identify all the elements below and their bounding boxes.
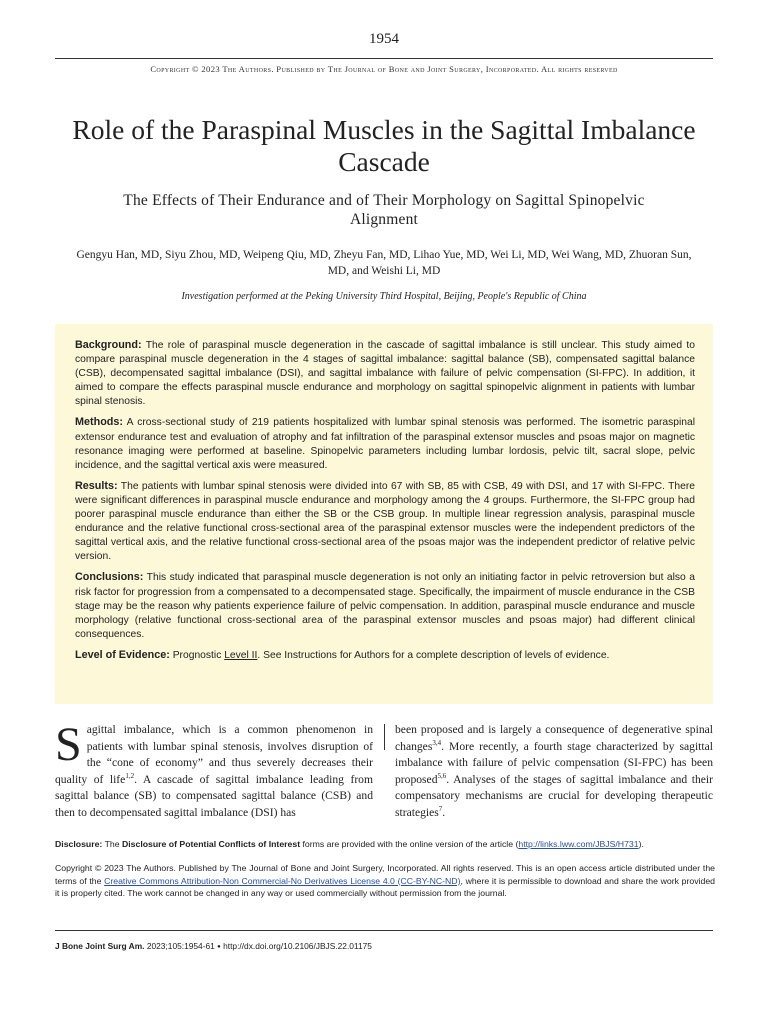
citation-ref[interactable]: 3,4	[432, 738, 442, 747]
results-text: The patients with lumbar spinal stenosis were divided into 67 with SB, 85 with CSB, 49 with DSI, and 17 with SI-FPC. There were significant differences in paraspinal muscle endurance and morphology among the 4 groups. Furthermore, the SI-FPC group had poorer paraspinal muscle endurance than either the SB or the CSB group. In multiple linear regression analysis, paraspinal muscle endurance and the relative functional cross-sectional area of the paraspinal extensor muscles were the independent predictors of the sagittal vertical axis, and the relative functional cross-sectional area of the psoas major was the independent predictor of relative pelvic version.	[75, 480, 695, 563]
conclusions-label: Conclusions:	[75, 571, 144, 584]
body-right-text-c: . Analyses of the stages of sagittal imbalance and their compensatory mechanisms are crucial for developing therapeutic strategies	[395, 772, 713, 819]
license-note	[55, 862, 715, 900]
license-pre: Copyright © 2023 The Authors. Published by The Journal of Bone and Joint Surgery, Incorporated. All rights reserved. This is an open access article distributed under the terms of the	[55, 863, 715, 886]
author-list: Gengyu Han, MD, Siyu Zhou, MD, Weipeng Qiu, MD, Zheyu Fan, MD, Lihao Yue, MD, Wei Li, MD, Wei Wang, MD, Zhuoran Sun, MD, and Weishi Li, MD	[76, 249, 692, 277]
citation-ref[interactable]: 7	[438, 805, 443, 814]
abstract-level-of-evidence	[75, 648, 695, 663]
background-text: The role of paraspinal muscle degeneration in the cascade of sagittal imbalance is still unclear. This study aimed to compare paraspinal muscle degeneration in the 4 stages of sagittal imbalance: sagittal balance (SB), compensated sagittal balance (CSB), decompensated sagittal imbalance (DSI), and sagittal imbalance with failure of pelvic compensation (SI-FPC). In addition, it aimed to compare the effects paraspinal muscle endurance and morphology on sagittal spinopelvic alignment in patients with lumbar spinal stenosis.	[75, 340, 695, 408]
disclosure-label: Disclosure:	[55, 839, 103, 849]
body-left-text-b: . A cascade of sagittal imbalance leading from sagittal balance (SB) to compensated sagittal balance (CSB) and then to decompensated sagittal imbalance (DSI) has	[55, 772, 374, 819]
footer-citation	[55, 941, 715, 951]
conclusions-text: This study indicated that paraspinal muscle degeneration is not only an initiating factor in pelvic retroversion but also a risk factor for progression from a compensated to a decompensated stage. Specifically, the impairment of muscle endurance in the CSB stage may be the reason why patients experience failure of pelvic compensation. In addition, paraspinal muscle endurance and muscle morphology (relative functional cross-sectional area of the paraspinal extensor muscles and psoas major) had different clinical consequences.	[75, 572, 695, 640]
page-number: 1954	[369, 31, 399, 47]
citation-ref[interactable]: 1,2	[125, 771, 135, 780]
body-right-text-d: .	[442, 805, 446, 819]
header-copyright: Copyright © 2023 The Authors. Published by The Journal of Bone and Joint Surgery, Incorporated. All rights reserved	[150, 64, 618, 74]
column-divider	[384, 724, 385, 750]
abstract-conclusions	[75, 570, 695, 641]
body-right-text-b: . More recently, a fourth stage characterized by sagittal imbalance with failure of pelvic compensation (SI-FPC) has been proposed	[395, 739, 713, 786]
level-post: . See Instructions for Authors for a complete description of levels of evidence.	[257, 649, 610, 661]
abstract-box	[55, 324, 713, 704]
disclosure-note	[55, 838, 715, 850]
body-column-right	[395, 722, 713, 822]
level-link[interactable]: Level II	[224, 649, 258, 661]
drop-cap: S	[55, 718, 82, 771]
background-label: Background:	[75, 339, 142, 351]
citation-ref[interactable]: 5,6	[437, 771, 447, 780]
disclosure-post: ).	[638, 839, 644, 849]
methods-label: Methods:	[75, 416, 123, 429]
results-label: Results:	[75, 479, 118, 492]
abstract-results	[75, 479, 695, 565]
article-title: Role of the Paraspinal Muscles in the Sagittal Imbalance Cascade	[72, 114, 696, 177]
header-rule	[55, 58, 713, 59]
body-column-left	[55, 718, 374, 822]
footer-journal: J Bone Joint Surg Am.	[55, 941, 145, 951]
affiliation: Investigation performed at the Peking University Third Hospital, Beijing, People's Republic of China	[181, 291, 587, 302]
disclosure-link[interactable]: http://links.lww.com/JBJS/H731	[518, 839, 639, 849]
abstract-methods	[75, 415, 695, 472]
article-subtitle: The Effects of Their Endurance and of Their Morphology on Sagittal Spinopelvic Alignment	[123, 192, 645, 228]
license-link[interactable]: Creative Commons Attribution-Non Commercial-No Derivatives License 4.0 (CC-BY-NC-ND)	[104, 875, 461, 886]
level-pre: Prognostic	[172, 649, 225, 661]
disclosure-bold: Disclosure of Potential Conflicts of Interest	[121, 839, 301, 849]
body-left-text-a: agittal imbalance, which is a common phenomenon in patients with lumbar spinal stenosis, involves disruption of the “cone of economy” and thus severely decreases their quality of life	[55, 723, 373, 786]
disclosure-mid: forms are provided with the online version of the article (	[300, 839, 519, 849]
footer-bullet: ●	[217, 944, 221, 950]
abstract-background	[75, 338, 695, 409]
license-post: , where it is permissible to download and share the work provided it is properly cited. The work cannot be changed in any way or used commercially without permission from the journal.	[55, 875, 715, 899]
body-right-text-a: been proposed and is largely a consequence of degenerative spinal changes	[395, 723, 713, 753]
footer-doi[interactable]: http://dx.doi.org/10.2106/JBJS.22.01175	[223, 941, 372, 951]
footer-rule	[55, 930, 713, 931]
disclosure-pre: The	[102, 839, 122, 849]
level-label: Level of Evidence:	[75, 648, 170, 661]
methods-text: A cross-sectional study of 219 patients hospitalized with lumbar spinal stenosis was performed. The isometric paraspinal extensor endurance test and evaluation of atrophy and fat infiltration of the paraspinal extensor muscles and psoas major on magnetic resonance imaging were performed at baseline. Spinopelvic parameters including lumbar lordosis, pelvic tilt, sacral slope, pelvic incidence, and the sagittal vertical axis were measured.	[75, 417, 696, 471]
footer-citation-text: 2023;105:1954-61	[144, 941, 215, 951]
